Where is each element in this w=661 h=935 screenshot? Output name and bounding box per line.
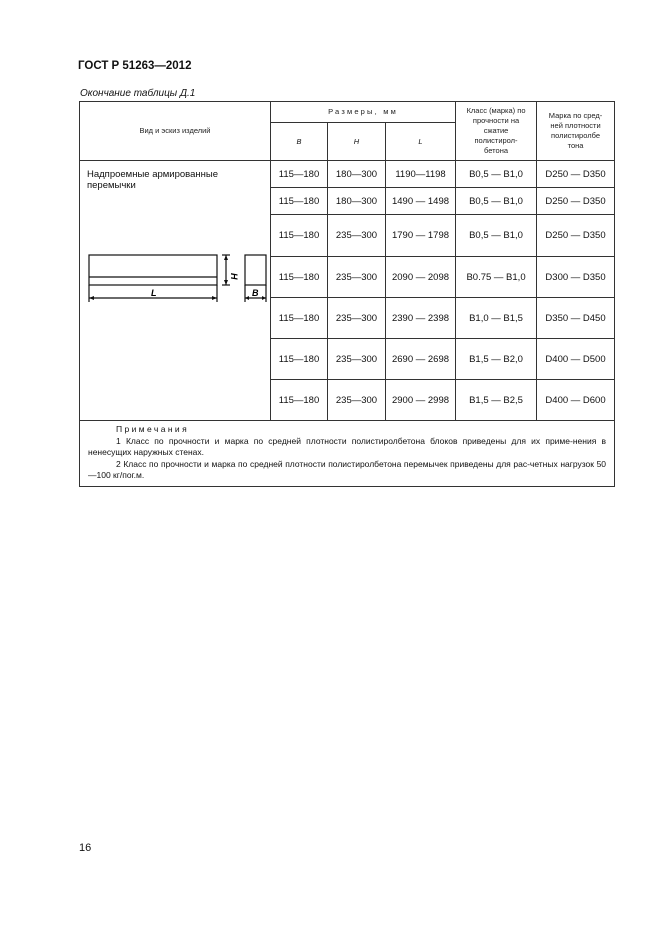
- cell-l: 2690 — 2698: [386, 339, 456, 380]
- cell-density: D250 — D350: [537, 215, 615, 257]
- notes-title: Примечания: [116, 424, 190, 434]
- cell-l: 2090 — 2098: [386, 257, 456, 298]
- header-strength-class: Класс (марка) по прочности на сжатие полистирол-бетона: [456, 102, 537, 161]
- cell-b: 115—180: [271, 188, 328, 215]
- cell-l: 2390 — 2398: [386, 298, 456, 339]
- cell-b: 115—180: [271, 380, 328, 421]
- cell-l: 1490 — 1498: [386, 188, 456, 215]
- header-density-grade: Марка по сред-ней плотности полистиролбе тона: [537, 102, 615, 161]
- notes-row: [80, 421, 615, 487]
- cell-b: 115—180: [271, 215, 328, 257]
- cell-h: 235—300: [328, 215, 386, 257]
- table-caption: Окончание таблицы Д.1: [80, 88, 196, 99]
- cell-density: D300 — D350: [537, 257, 615, 298]
- cell-h: 180—300: [328, 188, 386, 215]
- cell-density: D250 — D350: [537, 188, 615, 215]
- sketch-label-h: H: [229, 273, 239, 280]
- sketch-label-b: B: [252, 288, 259, 298]
- sketch-label-l: L: [151, 288, 157, 298]
- specification-table: [79, 101, 615, 487]
- page-number: 16: [79, 842, 92, 854]
- cell-class: B0,5 — B1,0: [456, 215, 537, 257]
- header-item-type: Вид и эскиз изделий: [80, 102, 271, 161]
- cell-class: B0.75 — B1,0: [456, 257, 537, 298]
- cell-density: D250 — D350: [537, 161, 615, 188]
- cell-b: 115—180: [271, 257, 328, 298]
- cell-density: D400 — D500: [537, 339, 615, 380]
- cell-h: 235—300: [328, 298, 386, 339]
- cell-l: 1190—1198: [386, 161, 456, 188]
- notes-cell: [80, 421, 615, 487]
- cell-b: 115—180: [271, 339, 328, 380]
- cell-h: 180—300: [328, 161, 386, 188]
- table-row: [80, 161, 615, 188]
- lintel-sketch: [80, 161, 271, 298]
- cell-class: B1,5 — B2,5: [456, 380, 537, 421]
- cell-b: 115—180: [271, 298, 328, 339]
- cell-h: 235—300: [328, 257, 386, 298]
- cell-h: 235—300: [328, 380, 386, 421]
- product-name: Надпроемные армированные перемычки: [87, 169, 219, 191]
- cell-class: B1,0 — B1,5: [456, 298, 537, 339]
- header-dimensions: Размеры, мм: [271, 102, 456, 123]
- cell-density: D400 — D600: [537, 380, 615, 421]
- header-dim-l: L: [386, 123, 456, 161]
- cell-b: 115—180: [271, 161, 328, 188]
- note-2: 2 Класс по прочности и марка по средней плотности полистиролбетона перемычек приведены для рас-четных нагрузок 50—100 кг/пог.м.: [88, 458, 607, 480]
- document-standard-code: ГОСТ Р 51263—2012: [78, 60, 192, 72]
- note-1: 1 Класс по прочности и марка по средней плотности полистиролбетона блоков приведены для их приме-нения в ненесущих наружных стенах.: [88, 435, 607, 457]
- cell-l: 1790 — 1798: [386, 215, 456, 257]
- cell-h: 235—300: [328, 339, 386, 380]
- cell-l: 2900 — 2998: [386, 380, 456, 421]
- cell-density: D350 — D450: [537, 298, 615, 339]
- item-sketch-cell: [80, 161, 271, 421]
- cell-class: B1,5 — B2,0: [456, 339, 537, 380]
- cell-class: B0,5 — B1,0: [456, 188, 537, 215]
- header-dim-b: B: [271, 123, 328, 161]
- header-dim-h: H: [328, 123, 386, 161]
- cell-class: B0,5 — B1,0: [456, 161, 537, 188]
